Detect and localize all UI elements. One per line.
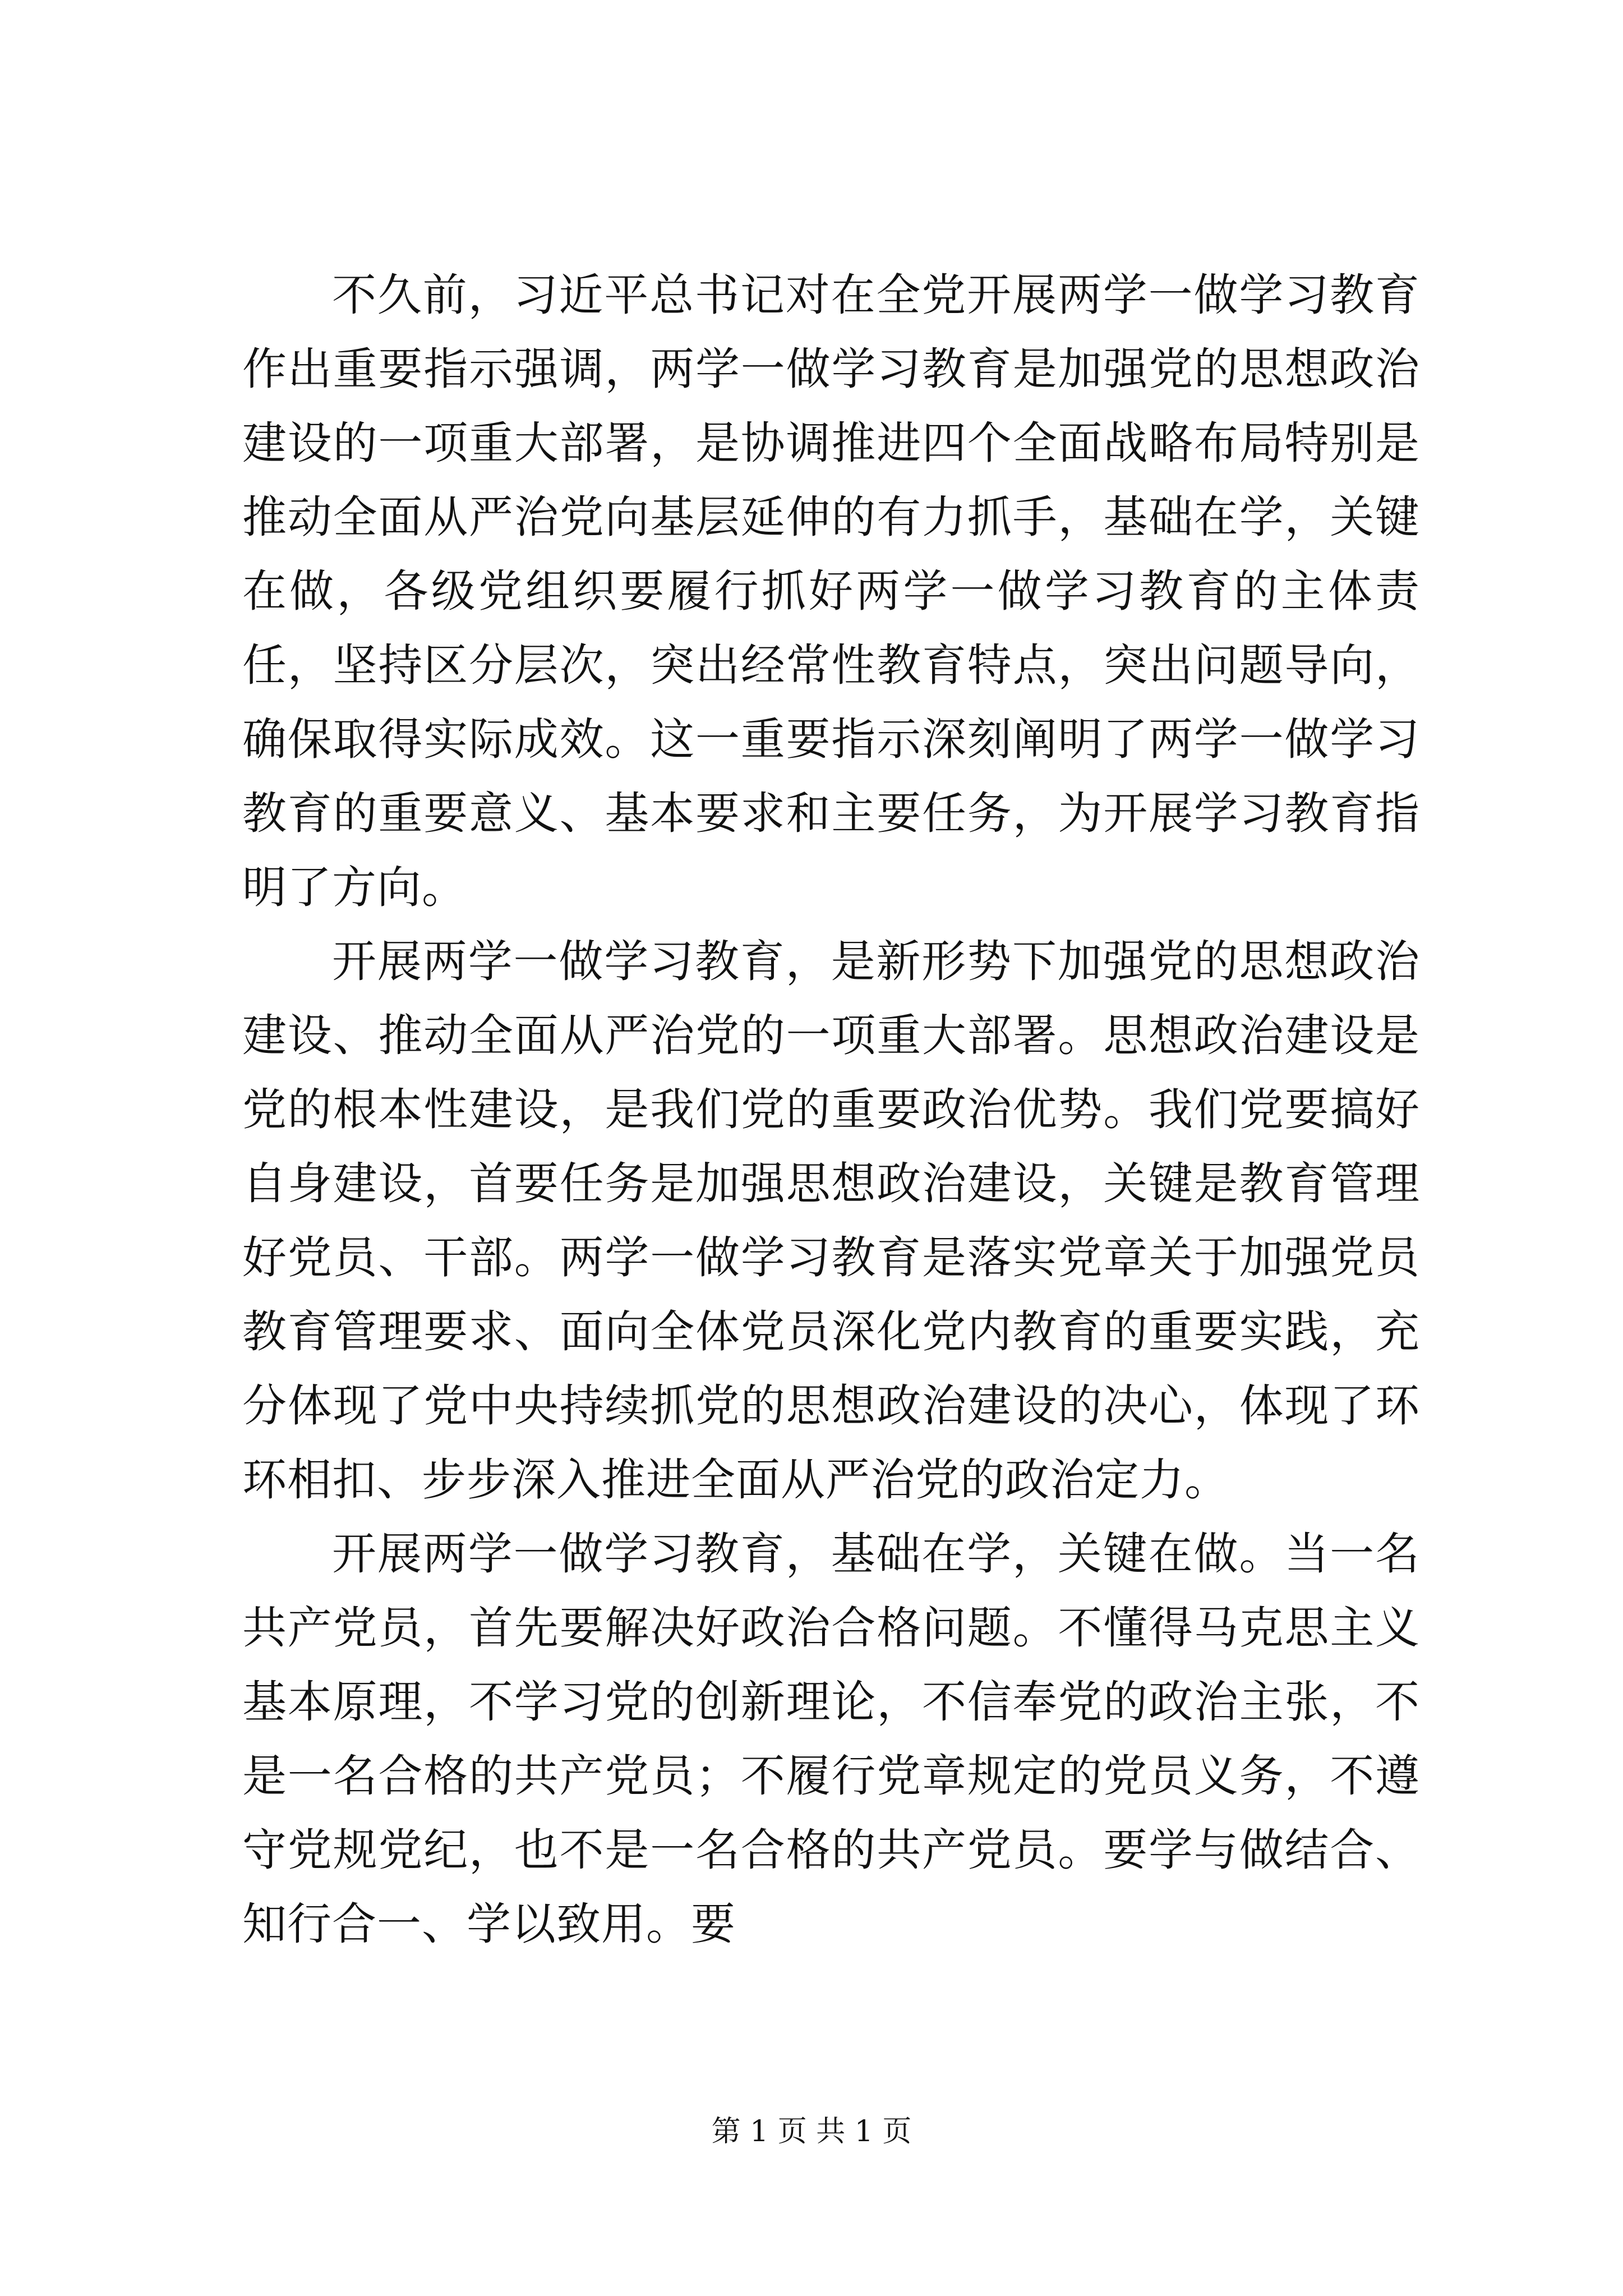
- document-body: [242, 258, 1420, 1961]
- paragraph-1: 不久前，习近平总书记对在全党开展两学一做学习教育作出重要指示强调，两学一做学习教育是加强党的思想政治建设的一项重大部署，是协调推进四个全面战略布局特别是推动全面从严治党向基层延伸的有力抓手，基础在学，关键在做，各级党组织要履行抓好两学一做学习教育的主体责任，坚持区分层次，突出经常性教育特点，突出问题导向，确保取得实际成效。这一重要指示深刻阐明了两学一做学习教育的重要意义、基本要求和主要任务，为开展学习教育指明了方向。: [242, 269, 1420, 913]
- page-footer: 第 1 页 共 1 页: [711, 2115, 912, 2148]
- paragraph-3: 开展两学一做学习教育，基础在学，关键在做。当一名共产党员，首先要解决好政治合格问题。不懂得马克思主义基本原理，不学习党的创新理论，不信奉党的政治主张，不是一名合格的共产党员；不履行党章规定的党员义务，不遵守党规党纪，也不是一名合格的共产党员。要学与做结合、知行合一、学以致用。要: [242, 1528, 1420, 1950]
- paragraph-2: 开展两学一做学习教育，是新形势下加强党的思想政治建设、推动全面从严治党的一项重大部署。思想政治建设是党的根本性建设，是我们党的重要政治优势。我们党要搞好自身建设，首要任务是加强思想政治建设，关键是教育管理好党员、干部。两学一做学习教育是落实党章关于加强党员教育管理要求、面向全体党员深化党内教育的重要实践，充分体现了党中央持续抓党的思想政治建设的决心，体现了环环相扣、步步深入推进全面从严治党的政治定力。: [242, 936, 1420, 1506]
